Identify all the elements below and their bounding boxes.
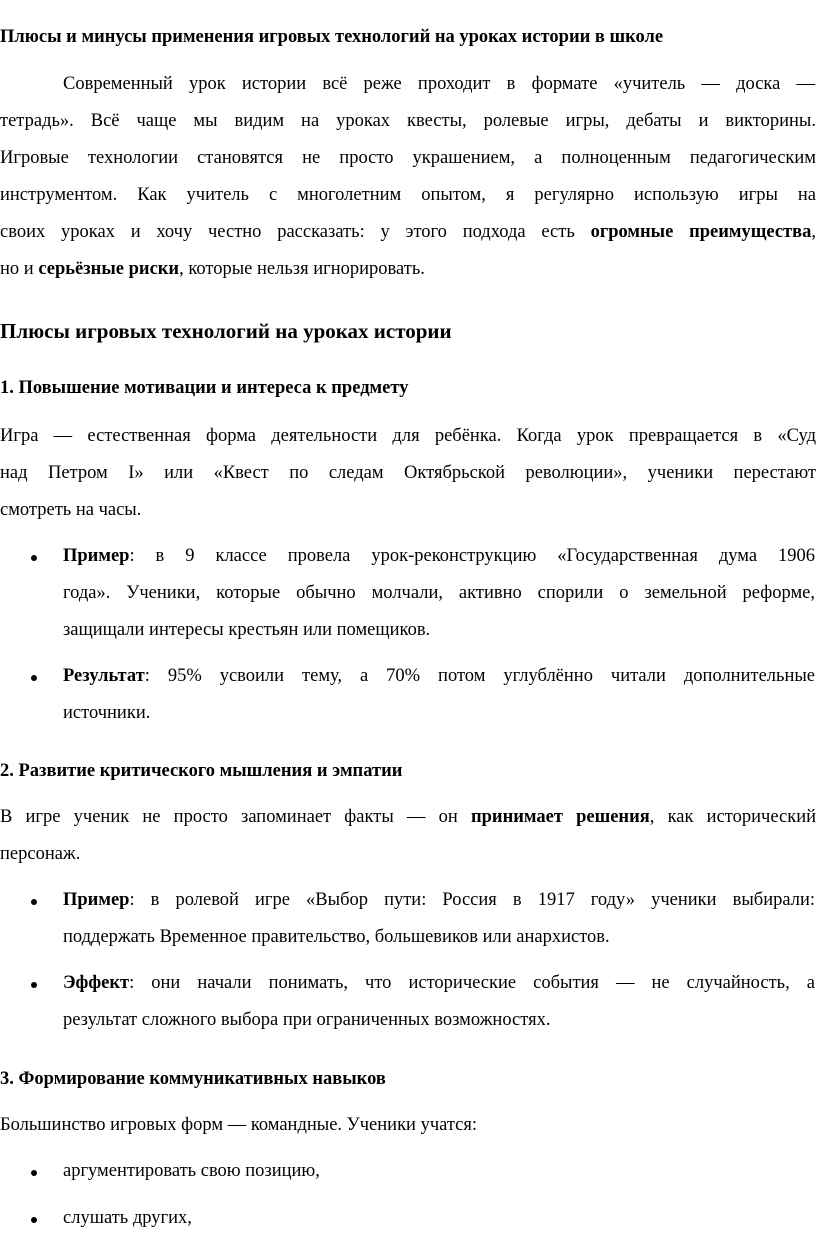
section-3-bullet-1: аргументировать свою позицию, (63, 1161, 320, 1181)
section-1-bullet-1-line-2: года». Ученики, которые обычно молчали, активно спорили о земельной реформе, (63, 583, 815, 603)
section-3-para-line-1: Большинство игровых форм — командные. Ученики учатся: (0, 1115, 478, 1135)
section-2-bullet-2-line-1: Эффект: они начали понимать, что исторические события — не случайность, а (63, 973, 815, 993)
document-title: Плюсы и минусы применения игровых технологий на уроках истории в школе (0, 27, 664, 47)
bullet-icon (31, 1207, 41, 1217)
intro-line-6: но и серьёзные риски, которые нельзя игнорировать. (0, 259, 425, 279)
bullet-icon (31, 889, 41, 899)
section-3-bullet-2: слушать других, (63, 1208, 192, 1228)
bullet-icon (31, 665, 41, 675)
section-1-para-line-3: смотреть на часы. (0, 500, 142, 520)
section-1-para-line-2: над Петром I» или «Квест по следам Октябрьской революции», ученики перестают (0, 463, 816, 483)
pros-heading: Плюсы игровых технологий на уроках истории (0, 319, 452, 343)
intro-line-1: Современный урок истории всё реже проходит в формате «учитель — доска — (63, 74, 815, 94)
section-1-para-line-1: Игра — естественная форма деятельности для ребёнка. Когда урок превращается в «Суд (0, 426, 816, 446)
intro-line-2: тетрадь». Всё чаще мы видим на уроках квесты, ролевые игры, дебаты и викторины. (0, 111, 816, 131)
section-1-heading: 1. Повышение мотивации и интереса к предмету (0, 378, 409, 398)
section-2-bullet-1-line-2: поддержать Временное правительство, большевиков или анархистов. (63, 927, 610, 947)
intro-line-4: инструментом. Как учитель с многолетним опытом, я регулярно использую игры на (0, 185, 816, 205)
section-1-bullet-1-line-3: защищали интересы крестьян или помещиков. (63, 620, 431, 640)
intro-line-5: своих уроках и хочу честно рассказать: у этого подхода есть огромные преимущества, (0, 222, 816, 242)
section-3-heading: 3. Формирование коммуникативных навыков (0, 1069, 386, 1089)
highlight-advantages: огромные преимущества (590, 222, 812, 242)
section-1-bullet-1-line-1: Пример: в 9 классе провела урок-реконструкцию «Государственная дума 1906 (63, 546, 815, 566)
section-1-bullet-2-line-1: Результат: 95% усвоили тему, а 70% потом углублённо читали дополнительные (63, 666, 815, 686)
intro-line-3: Игровые технологии становятся не просто украшением, а полноценным педагогическим (0, 148, 816, 168)
section-2-para-line-2: персонаж. (0, 844, 81, 864)
section-2-para-line-1: В игре ученик не просто запоминает факты — он принимает решения, как исторический (0, 807, 816, 827)
section-2-heading: 2. Развитие критического мышления и эмпатии (0, 761, 403, 781)
section-1-bullet-2-line-2: источники. (63, 703, 151, 723)
bullet-icon (31, 972, 41, 982)
section-2-bullet-1-line-1: Пример: в ролевой игре «Выбор пути: Россия в 1917 году» ученики выбирали: (63, 890, 815, 910)
section-2-bullet-2-line-2: результат сложного выбора при ограниченных возможностях. (63, 1010, 551, 1030)
bullet-icon (31, 1160, 41, 1170)
highlight-risks: серьёзные риски (38, 259, 180, 279)
bullet-icon (31, 545, 41, 555)
